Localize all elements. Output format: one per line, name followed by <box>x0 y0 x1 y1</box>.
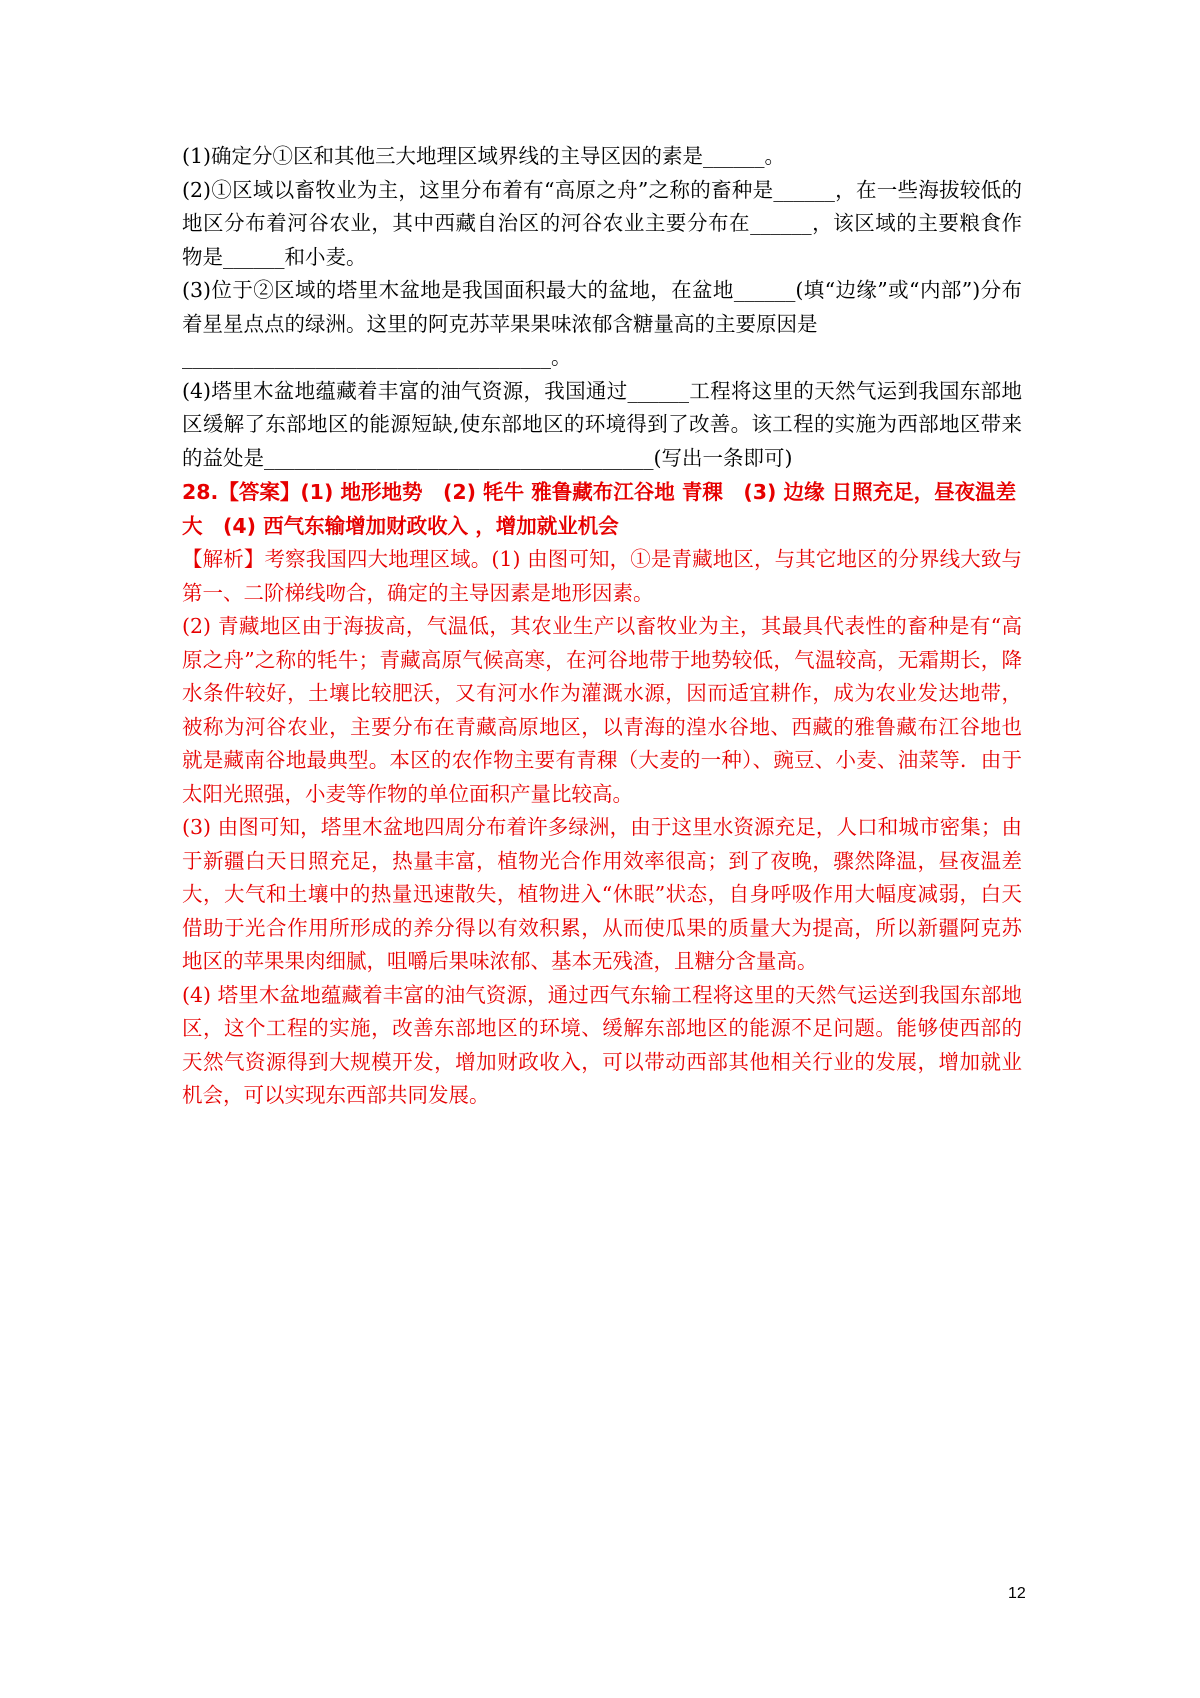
question-3-blank-line: ____________________________________。 <box>182 345 572 369</box>
question-2: (2)①区域以畜牧业为主，这里分布着有“高原之舟”之称的畜种是______，在一些海拔较低的地区分布着河谷农业，其中西藏自治区的河谷农业主要分布在______，该区域的主要粮食作物是______和小麦。 <box>182 177 1022 269</box>
page-number: 12 <box>1008 1585 1026 1602</box>
question-3: (3)位于②区域的塔里木盆地是我国面积最大的盆地，在盆地______(填“边缘”或“内部”)分布着星星点点的绿洲。这里的阿克苏苹果果味浓郁含糖量高的主要原因是 <box>182 278 1022 336</box>
analysis-part-4: (4) 塔里木盆地蕴藏着丰富的油气资源，通过西气东输工程将这里的天然气运送到我国东部地区，这个工程的实施，改善东部地区的环境、缓解东部地区的能源不足问题。能够使西部的天然气资源得到大规模开发，增加财政收入，可以带动西部其他相关行业的发展，增加就业机会，可以实现东西部共同发展。 <box>182 982 1022 1107</box>
document-page <box>182 140 1022 1113</box>
answer-line: 28.【答案】(1) 地形地势 (2) 牦牛 雅鲁藏布江谷地 青稞 (3) 边缘 日照充足，昼夜温差大 (4) 西气东输增加财政收入 ，增加就业机会 <box>182 480 1017 538</box>
analysis-intro: 【解析】考察我国四大地理区域。(1) 由图可知，①是青藏地区，与其它地区的分界线大致与第一、二阶梯线吻合，确定的主导因素是地形因素。 <box>182 547 1022 605</box>
analysis-part-3: (3) 由图可知，塔里木盆地四周分布着许多绿洲，由于这里水资源充足，人口和城市密集；由于新疆白天日照充足，热量丰富，植物光合作用效率很高；到了夜晚，骤然降温，昼夜温差大，大气和土壤中的热量迅速散失，植物进入“休眠”状态，自身呼吸作用大幅度减弱，白天借助于光合作用所形成的养分得以有效积累，从而使瓜果的质量大为提高，所以新疆阿克苏地区的苹果果肉细腻，咀嚼后果味浓郁、基本无残渣，且糖分含量高。 <box>182 815 1022 973</box>
analysis-part-2: (2) 青藏地区由于海拔高，气温低，其农业生产以畜牧业为主，其最具代表性的畜种是有“高原之舟”之称的牦牛；青藏高原气候高寒，在河谷地带于地势较低，气温较高，无霜期长，降水条件较好，土壤比较肥沃，又有河水作为灌溉水源，因而适宜耕作，成为农业发达地带，被称为河谷农业，主要分布在青藏高原地区，以青海的湟水谷地、西藏的雅鲁藏布江谷地也就是藏南谷地最典型。本区的农作物主要有青稞（大麦的一种）、豌豆、小麦、油菜等．由于太阳光照强，小麦等作物的单位面积产量比较高。 <box>182 614 1022 806</box>
question-4: (4)塔里木盆地蕴藏着丰富的油气资源，我国通过______工程将这里的天然气运到我国东部地区缓解了东部地区的能源短缺,使东部地区的环境得到了改善。该工程的实施为西部地区带来的益处是______________________________________(写出一条即可) <box>182 378 1022 470</box>
question-1: (1)确定分①区和其他三大地理区域界线的主导区因的素是______。 <box>182 144 786 168</box>
